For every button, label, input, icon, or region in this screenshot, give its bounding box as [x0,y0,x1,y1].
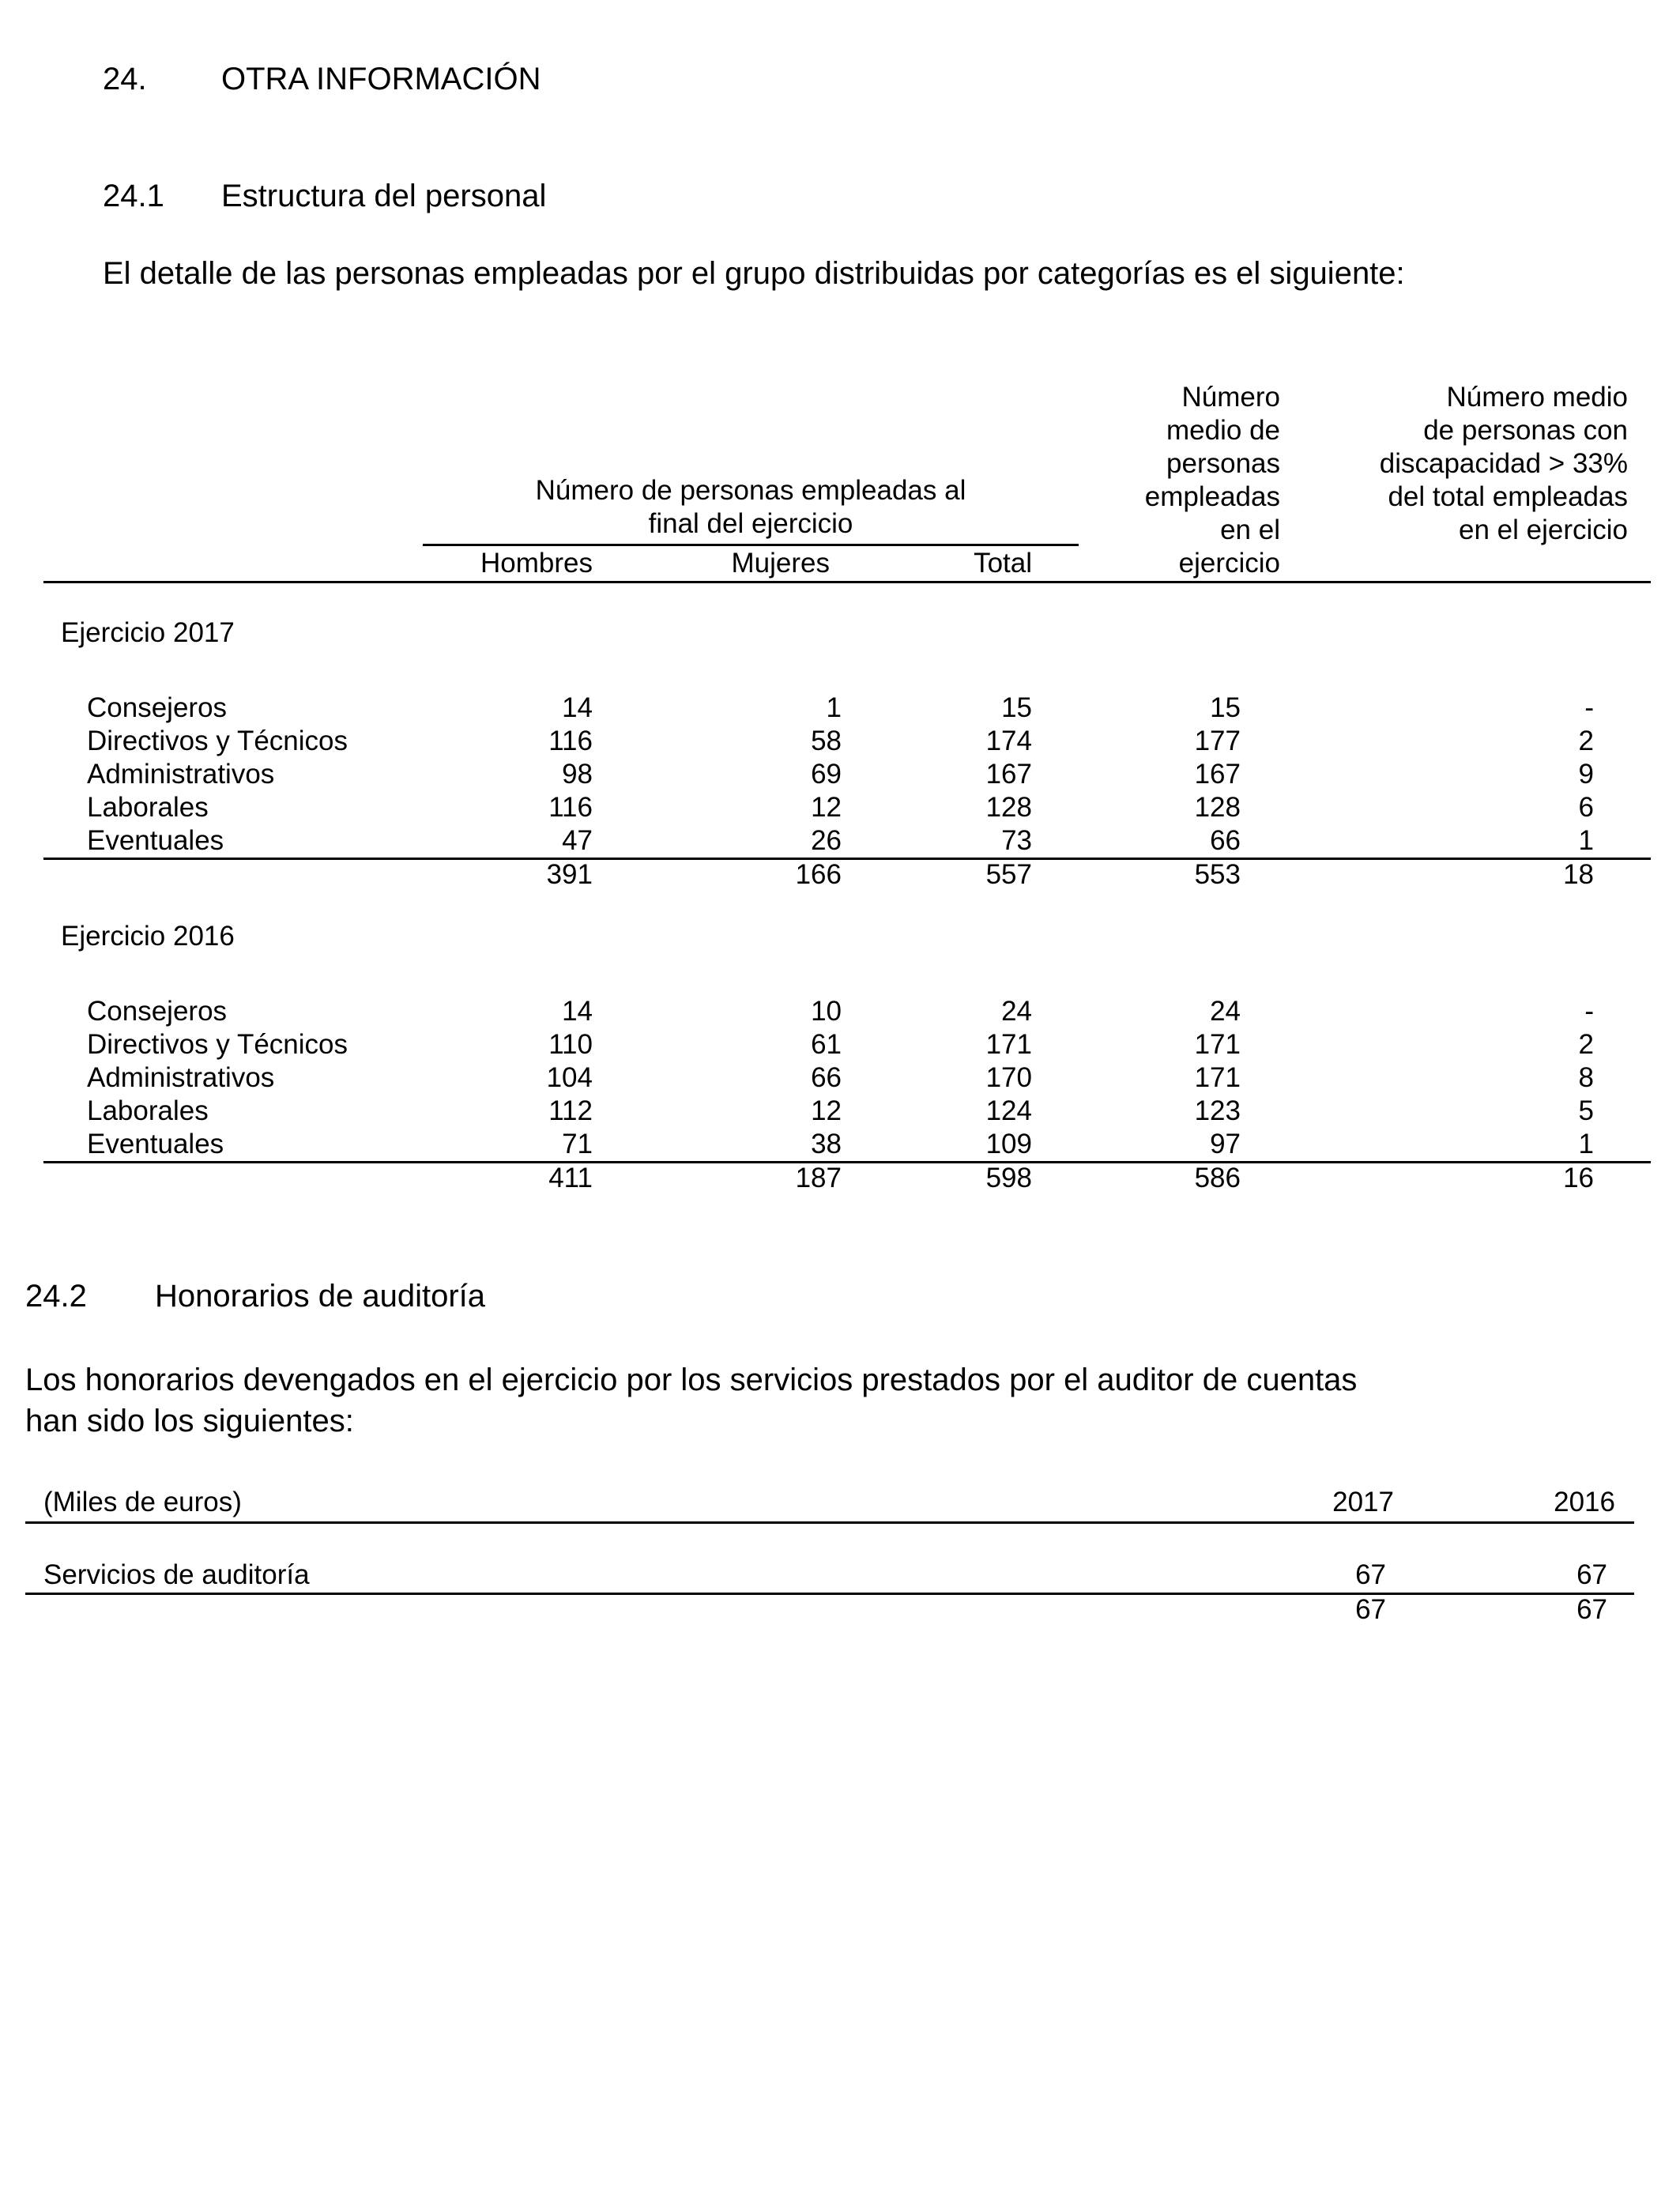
cell-discapacidad: 2 [1578,1029,1594,1060]
header-medio-2: medio de [1166,415,1280,446]
cell-medio: 171 [1194,1062,1241,1093]
header-discapacidad-3: discapacidad > 33% [1379,448,1628,479]
total-total: 598 [985,1163,1032,1193]
cell-hombres: 112 [548,1095,593,1126]
honorarios-col-2016: 2016 [1554,1487,1615,1517]
header-discapacidad-5: en el ejercicio [1459,515,1628,545]
section-title: OTRA INFORMACIÓN [221,62,541,96]
cell-discapacidad: 5 [1578,1095,1594,1126]
cell-discapacidad: 2 [1578,726,1594,756]
cell-hombres: 104 [546,1062,593,1093]
cell-hombres: 71 [562,1129,593,1159]
cell-discapacidad: 6 [1578,792,1594,823]
row-category: Directivos y Técnicos [87,1029,348,1060]
row-category: Laborales [87,1095,209,1126]
header-total: Total [974,548,1032,579]
cell-total: 170 [985,1062,1032,1093]
row-category: Laborales [87,792,209,823]
total-hombres: 391 [546,859,593,890]
cell-discapacidad: 1 [1578,1129,1594,1159]
header-hombres: Hombres [480,548,593,579]
honorarios-row-2016: 67 [1576,1559,1607,1590]
cell-hombres: 110 [548,1029,593,1060]
row-category: Eventuales [87,1129,224,1159]
cell-total: 128 [985,792,1032,823]
cell-medio: 123 [1194,1095,1241,1126]
cell-discapacidad: - [1584,692,1594,723]
header-medio-1: Número [1181,382,1280,413]
honorarios-intro-line1: Los honorarios devengados en el ejercicio por los servicios prestados por el auditor de cuentas [25,1363,1358,1397]
subsection-number-2: 24.2 [25,1279,87,1314]
cell-hombres: 116 [548,792,593,823]
header-bottom-rule [43,581,1651,583]
subsection-title-2: Honorarios de auditoría [155,1279,486,1314]
cell-total: 171 [985,1029,1032,1060]
honorarios-total-2016: 67 [1576,1594,1607,1625]
honorarios-intro-line2: han sido los siguientes: [25,1404,354,1438]
honorarios-unit: (Miles de euros) [43,1487,242,1517]
year-label: Ejercicio 2017 [61,617,235,648]
honorarios-total-2017: 67 [1355,1594,1386,1625]
cell-hombres: 116 [548,726,593,756]
cell-medio: 97 [1210,1129,1241,1159]
cell-total: 109 [985,1129,1032,1159]
cell-total: 124 [985,1095,1032,1126]
cell-mujeres: 58 [811,726,842,756]
personal-intro: El detalle de las personas empleadas por el grupo distribuidas por categorías es el siguiente: [103,256,1405,291]
cell-medio: 177 [1194,726,1241,756]
cell-mujeres: 38 [811,1129,842,1159]
cell-mujeres: 69 [811,759,842,790]
cell-mujeres: 12 [811,1095,842,1126]
cell-total: 73 [1001,825,1032,856]
honorarios-header-rule [25,1521,1634,1524]
cell-mujeres: 61 [811,1029,842,1060]
cell-total: 174 [985,726,1032,756]
honorarios-total-rule [25,1593,1634,1595]
total-mujeres: 187 [795,1163,842,1193]
honorarios-row-2017: 67 [1355,1559,1386,1590]
total-discapacidad: 18 [1563,859,1594,890]
cell-total: 167 [985,759,1032,790]
cell-total: 15 [1001,692,1032,723]
cell-discapacidad: - [1584,996,1594,1027]
cell-mujeres: 1 [826,692,842,723]
total-mujeres: 166 [795,859,842,890]
cell-mujeres: 66 [811,1062,842,1093]
subsection-number: 24.1 [103,179,164,213]
header-discapacidad-4: del total empleadas [1388,481,1628,512]
cell-discapacidad: 1 [1578,825,1594,856]
header-medio-4: empleadas [1144,481,1280,512]
row-category: Directivos y Técnicos [87,726,348,756]
year-label: Ejercicio 2016 [61,921,235,952]
row-category: Consejeros [87,692,228,723]
header-group-rule [423,544,1079,546]
header-discapacidad-1: Número medio [1446,382,1628,413]
cell-hombres: 14 [562,692,593,723]
cell-discapacidad: 9 [1578,759,1594,790]
row-category: Administrativos [87,759,275,790]
cell-total: 24 [1001,996,1032,1027]
total-hombres: 411 [548,1163,593,1193]
cell-medio: 171 [1194,1029,1241,1060]
header-medio-5: en el [1220,515,1280,545]
cell-hombres: 47 [562,825,593,856]
header-medio-6: ejercicio [1178,548,1280,579]
total-discapacidad: 16 [1563,1163,1594,1193]
row-category: Administrativos [87,1062,275,1093]
section-number: 24. [103,62,147,96]
cell-mujeres: 10 [811,996,842,1027]
cell-hombres: 14 [562,996,593,1027]
cell-medio: 66 [1210,825,1241,856]
cell-medio: 15 [1210,692,1241,723]
total-medio: 553 [1194,859,1241,890]
header-discapacidad-2: de personas con [1423,415,1628,446]
subsection-title: Estructura del personal [221,179,547,213]
total-total: 557 [985,859,1032,890]
honorarios-col-2017: 2017 [1332,1487,1394,1517]
row-category: Eventuales [87,825,224,856]
cell-medio: 167 [1194,759,1241,790]
header-group-line2: final del ejercicio [648,508,853,539]
cell-mujeres: 12 [811,792,842,823]
cell-medio: 128 [1194,792,1241,823]
cell-medio: 24 [1210,996,1241,1027]
honorarios-row-label: Servicios de auditoría [43,1559,310,1590]
cell-mujeres: 26 [811,825,842,856]
row-category: Consejeros [87,996,228,1027]
cell-discapacidad: 8 [1578,1062,1594,1093]
cell-hombres: 98 [562,759,593,790]
header-group-line1: Número de personas empleadas al [535,475,966,506]
header-medio-3: personas [1166,448,1280,479]
total-medio: 586 [1194,1163,1241,1193]
header-mujeres: Mujeres [731,548,830,579]
